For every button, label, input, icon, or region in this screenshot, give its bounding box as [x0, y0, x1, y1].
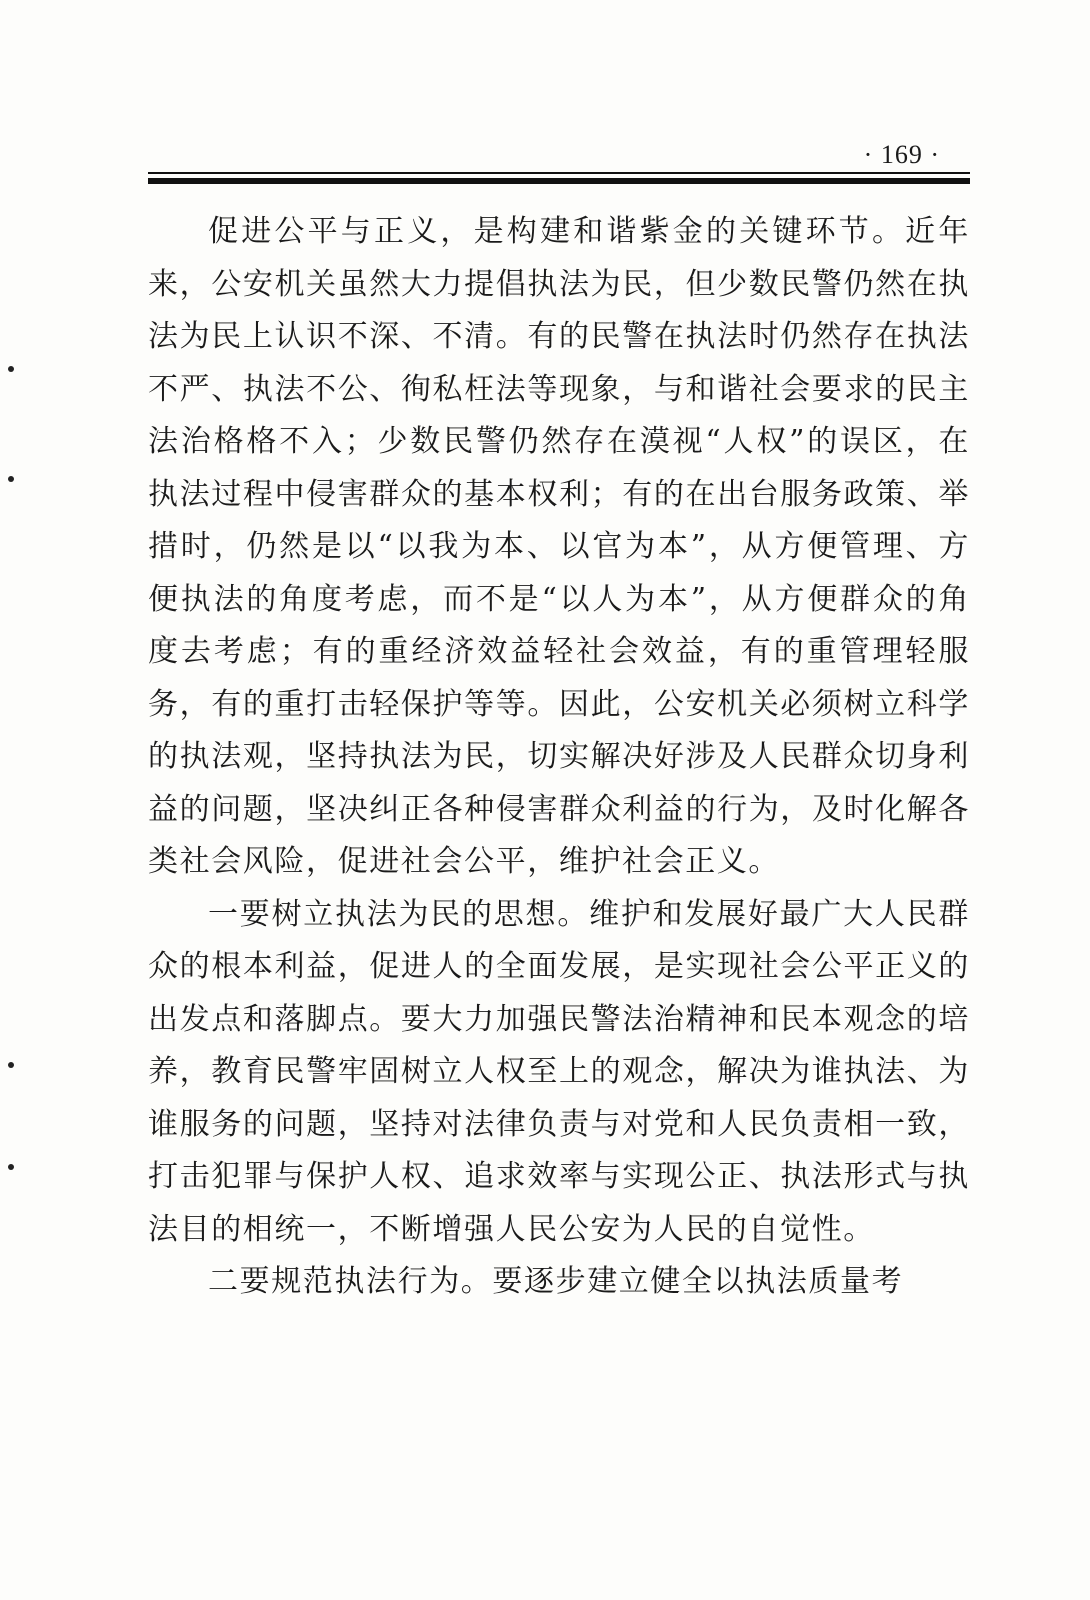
scan-speck	[8, 1164, 14, 1170]
scan-speck	[8, 1062, 14, 1068]
paragraph-3: 二要规范执法行为。要逐步建立健全以执法质量考	[208, 1264, 904, 1299]
scan-speck	[8, 366, 14, 372]
header-rule-thick	[148, 178, 970, 184]
paragraph-2: 一要树立执法为民的思想。维护和发展好最广大人民群众的根本利益，促进人的全面发展，是实现社会公平正义的出发点和落脚点。要大力加强民警法治精神和民本观念的培养，教育民警牢固树立人权至上的观念，解决为谁执法、为谁服务的问题，坚持对法律负责与对党和人民负责相一致，打击犯罪与保护人权、追求效率与实现公正、执法形式与执法目的相统一，不断增强人民公安为人民的自觉性。	[148, 896, 970, 1247]
page-number: · 169 ·	[863, 140, 940, 169]
scan-speck	[8, 476, 14, 482]
body-text	[148, 206, 970, 1309]
paragraph-1: 促进公平与正义，是构建和谐紫金的关键环节。近年来，公安机关虽然大力提倡执法为民，但少数民警仍然在执法为民上认识不深、不清。有的民警在执法时仍然存在执法不严、执法不公、徇私枉法等现象，与和谐社会要求的民主法治格格不入；少数民警仍然存在漠视“人权”的误区，在执法过程中侵害群众的基本权利；有的在出台服务政策、举措时，仍然是以“以我为本、以官为本”，从方便管理、方便执法的角度考虑，而不是“以人为本”，从方便群众的角度去考虑；有的重经济效益轻社会效益，有的重管理轻服务，有的重打击轻保护等等。因此，公安机关必须树立科学的执法观，坚持执法为民，切实解决好涉及人民群众切身利益的问题，坚决纠正各种侵害群众利益的行为，及时化解各类社会风险，促进社会公平，维护社会正义。	[148, 214, 970, 879]
header-rule-thin	[148, 172, 970, 174]
page-header	[148, 138, 970, 188]
